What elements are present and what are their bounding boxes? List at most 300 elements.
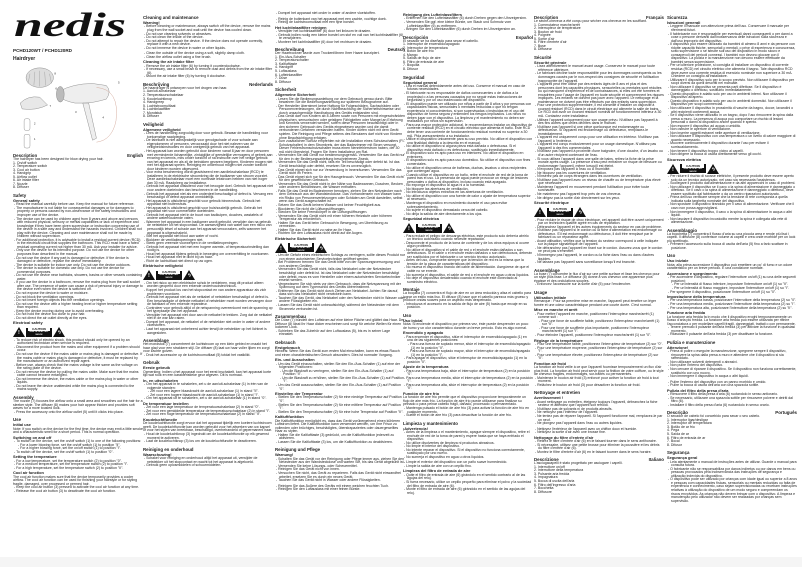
section-title: Descripción [403, 34, 429, 40]
subheading: Warning! [143, 20, 160, 25]
bullet-item: - Avant utilisation, vérifiez que la tension du secteur correspond à celle indiquée sur la plaque signalétique de l'appareil. [534, 240, 664, 247]
bullet-item: - Zet voor een lage temperatuur de temperatuurschakelaar (2) in stand "0". [143, 406, 273, 410]
bullet-item: - No limpie el interior del dispositivo. [403, 445, 533, 449]
subheading: Pulizia del filtro della presa d'aria [667, 387, 729, 393]
subheading: Seguridad eléctrica [403, 216, 439, 222]
bullet-item: - Before cleaning or maintenance, always switch off the device, remove the mains plug from the wall socket and wait until the device has cooled down. [143, 25, 273, 32]
sub-bullet-item: - Pour une force de soufflerie plus importante, positionnez l'interrupteur marche/arrêt (1) sur "I". [534, 327, 664, 334]
bullet-item: - Do not insert foreign objects into the ventilation openings. [13, 299, 143, 303]
numbered-item: 2. Interruptor de temperatura [403, 45, 448, 50]
warning-triangle-icon: ! [534, 207, 546, 217]
sub-bullet-item: - Zet voor een hogere blaaskracht de aan/uit-schakelaar (1) in stand "I". [143, 394, 273, 398]
bullet-item: - Verwenden Sie das Gerät nicht in der Nähe von Badewannen, Duschen, Becken oder anderen Behältnissen, die Wasser enthalten. [275, 183, 405, 190]
bullet-item: - Lees de handleiding zorgvuldig door voor gebruik. Bewaar de handleiding voor toekomstige raadpleging. [143, 132, 273, 139]
subheading: Avertissement ! [534, 395, 564, 401]
numbered-item: 2. Interruttore della temperatura [534, 468, 584, 473]
bullet-item: - Um das Gerät auszuschalten, stellen Sie den Ein-/Aus-Schalter (1) auf Position "0". [275, 384, 405, 391]
bullet-item: - The device is suitable for domestic use only. Do not use the device for commercial purposes. [13, 267, 143, 274]
bullet-item: - Press the accessory onto the airflow outlet (5) until it clicks into place. [13, 411, 143, 415]
numbered-item: 1. Aan/uit-schakelaar [143, 89, 176, 94]
bullet-item: - Voor extra bescherming wordt geadviseerd een aardlekschakelaar (RCD) te installeren in de elektrische stroomkring die de badkamer van stroom voorziet. Deze aardlekschakelaar moet een nominale lekstroom hebben van niet hoger dan 30 mA. Raadpleeg uw installateur. [143, 171, 273, 185]
bullet-item: - Para encender el dispositivo, sitúe el interruptor de encendido/apagado (1) en una de las siguientes posiciones: [403, 336, 533, 343]
subheading: Switching on and off [13, 434, 52, 440]
subheading: Elektrische Sicherheit [275, 235, 316, 241]
paragraph: La boquilla (7) concentra el flujo de aire en un área reducida y alisa el cabello para lograr un estilo más liso. El difusor (8) hace que el cabello parezca más grueso y produce ondas suaves para un aspecto más despeinado. [403, 291, 532, 303]
numbered-item: 4. Poignée [534, 33, 551, 38]
numbered-item: 8. Diffuseur [534, 47, 552, 52]
numbered-item: 5. Saída de ar [667, 432, 689, 437]
bullet-item: - No mueva el dispositivo tirando del cable de alimentación. Asegúrese de que el cable no se enrede. [403, 266, 533, 273]
subheading: Het luchtinlaatfilter reinigen [275, 24, 327, 30]
bullet-item: - Rilasciare il pulsante dell'aria fredda (3) per disattivare la funzione. [667, 333, 797, 337]
numbered-item: 6. Filtre d'entrée d'air [534, 40, 567, 45]
bullet-item: - No dirija la salida de aire directamente a los ojos. [403, 213, 533, 217]
bullet-item: - To switch on the device, set the on/off switch (1) to one of the following positions: [13, 440, 143, 444]
bullet-item: - Prima dell'uso verificare sempre che la tensione di rete corrisponda a quella indicata sulla targhetta nominale del dispositivo. [667, 196, 797, 203]
bullet-item: - Suelte el botón de aire frío (3) para desactivar la función de aire frío. [403, 414, 533, 418]
numbered-item: 2. Temperaturschalter [275, 58, 309, 63]
bullet-item: - Scollegare il prodotto dall'alimentazione e da altri apparecchi in caso di problemi. [667, 182, 797, 186]
bullet-item: - Release the cool air button (3) to deactivate the cool air function. [13, 490, 143, 494]
numbered-item: 3. Botón de aire frío [403, 49, 434, 54]
product-name: Hairdryer [13, 56, 36, 62]
bullet-item: - No exponga el dispositivo al agua ni a la humedad. [403, 184, 533, 188]
bullet-item: - Cuando utilice el dispositivo en un baño, retire el enchufe de red de la toma de pared tras el uso. La presencia de agua puede provocar un riesgo de lesiones personales o daños al dispositivo, incluso cuando está apagado. [403, 174, 533, 185]
caution-box [156, 271, 182, 280]
heading: Seguridad [403, 74, 425, 80]
numbered-item: 3. Botão de ar frio [667, 424, 695, 429]
subheading: De temperatuur instellen [143, 400, 189, 406]
numbered-item: 6. Filtro dell'ingresso d'aria [534, 482, 576, 487]
bullet-item: - Gebruik indien nodig een kleine borstel om stof en vuil van het luchtinlaatfilter (6) te verwijderen. [275, 34, 405, 41]
bullet-item: - Para reducir el peligro de descarga eléctrica, este producto solo debería abrirlo un técnico autorizado cuando necesite reparación. [403, 235, 533, 242]
bullet-item: - Verwijder het apparaat niet door aan de netkabel te trekken. Zorg dat de netkabel niet in de war kan raken. [143, 314, 273, 321]
bullet-item: - Um das Gerät einzuschalten, stellen Sie den Ein-/Aus-Schalter (1) auf eine der folgenden Positionen: [275, 363, 405, 370]
subheading: Kaltluftfunktion [275, 414, 304, 420]
numbered-item: 1. On/off switch [13, 160, 38, 165]
bullet-item: - N'utilisez pas l'appareil si une pièce quelconque est endommagée ou défectueuse. Si l'appareil est endommagé ou défectueux, remplacez-le immédiatement. [534, 126, 664, 137]
bullet-item: - Si vous utilisez l'appareil dans une salle de bains, retirez la fiche de la prise murale après usage. La présence d'eau peut entraîner un risque de blessure ou endommager l'appareil, même lorsqu'il est éteint. [534, 158, 664, 169]
electric-shock-triangle-icon: ϟ [183, 270, 195, 280]
bullet-item: - Reinigen Sie das Gerät nicht von innen. [275, 468, 405, 472]
language-label: Deutsch [387, 47, 405, 53]
electric-shock-triangle-icon: ϟ [315, 243, 327, 253]
column-4 [403, 12, 533, 495]
bullet-item: - Do not expose the device to water or moisture. [13, 292, 143, 296]
numbered-item: 4. Mango [403, 52, 418, 57]
subheading: Encendido y apagado [403, 330, 444, 336]
bullet-item: - For a medium temperature, set the temperature switch (2) to position "I". [13, 463, 143, 467]
paragraph: Note: If you switch on the device for the first time, the device may emit a little smoke and a characteristic smell for a short period. This is normal operation. [13, 426, 143, 435]
bullet-item: - Clean the outside of the device using a soft, slightly damp cloth. [143, 52, 273, 56]
paragraph: Het mondstuk (7) concentreert de luchtstroom op een klein gebied en maakt het haar glad voor een strakkere stijl. De diffuser (8) laat uw haar voller lijken en zorgt voor zachte golven. [143, 342, 270, 354]
heading: Cleaning and maintenance [143, 15, 199, 20]
numbered-item: 6. Air intake filter [13, 178, 39, 183]
bullet-item: - No utilice el dispositivo si alguna pieza está dañada o defectuosa. Si el dispositivo está dañado o es defectuoso, sustitúyalo inmediatamente. [403, 145, 533, 152]
caution-box [416, 224, 442, 233]
bullet-item: - Monte el filtro de entrada de aire (6) girándolo en el sentido de las agujas del reloj. [403, 488, 533, 495]
bullet-item: - No utilice el dispositivo cerca de bañeras, duchas, lavabos u otros recipientes que contengan agua. [403, 167, 533, 174]
bullet-item: - Clean the airflow outlet using a fine brush. [143, 56, 273, 60]
bullet-item: - N'immergez pas l'appareil, le cordon ou la fiche dans l'eau ou dans d'autres liquides. [534, 254, 664, 261]
sub-bullet-item: - Per un'intensità di flusso inferiore, impostare l'interruttore on/off (1) su "II". [667, 283, 797, 287]
bullet-item: - El dispositivo solo es apto para uso en interiores. No utilice el dispositivo en exteriores. [403, 152, 533, 159]
paragraph: La fonction air froid veille à ce que l'appareil fournisse temporairement un flux d'air plus froid. La fonction air froid peut servir pour la finition de votre coiffure, ou le style de cheveux fragiles, endommagés, sur-traités ou permanentés. [534, 365, 664, 377]
bullet-item: - Om het apparaat in te schakelen, zet u de aan/uit-schakelaar (1) in één van de volgende standen: [143, 383, 273, 390]
bullet-item: - Non immergere il dispositivo in acqua o altri liquidi. [667, 375, 797, 379]
paragraph: Opmerking: Indien u het apparaat voor het eerst inschakelt, kan het apparaat korte tijd wat rook en een karakteristieke geur afgeven. Dit is normaal. [143, 369, 272, 378]
bullet-item: - Controleer voor gebruik altijd of de netspanning overeenkomt met de spanning op het typeplaatje van het apparaat. [143, 307, 273, 314]
bullet-item: - L'appareil est uniquement conçu pour une utilisation en intérieur. N'utilisez pas l'appareil à l'extérieur. [534, 136, 664, 143]
bullet-item: - Montez le filtre d'entrée d'air (6) en le faisant tourner dans le sens horaire. [534, 451, 664, 455]
caution-warning-label [13, 327, 143, 338]
bullet-item: - Do not hold the device too close to your hair. [13, 313, 143, 317]
bullet-item: - Before use, always check that the mains voltage is the same as the voltage on the rating plate of the device. [13, 364, 143, 371]
bullet-item: - Ne dirigez pas la sortie d'air directement sur les yeux. [534, 197, 664, 201]
heading: Assembly [13, 394, 34, 400]
callout-7: 7 [49, 103, 52, 108]
bullet-item: - Houd het apparaat niet te dicht bij uw haar. [143, 256, 273, 260]
sub-bullet-item: - For a higher blowing force, set the on/off switch (1) to position "I". [13, 447, 143, 451]
bullet-item: - Entfernen Sie den Lufteinlassfilter (6) durch Drehen gegen den Uhrzeigersinn. [403, 17, 533, 21]
numbered-item: 7. Buse [534, 43, 546, 48]
caution-title: CAUTION [549, 207, 571, 211]
callout-5: 5 [117, 80, 120, 85]
bullet-item: - Quite el filtro de entrada de aire (6) girándolo en el sentido contrario al de las agujas del reloj. [403, 474, 533, 481]
switch-detail-illustration [24, 119, 30, 148]
subheading: Erstgebrauch [275, 344, 301, 350]
bullet-item: - Si fuera necesario, utilice un cepillo pequeño para eliminar el polvo y la suciedad del filtro de entrada de aire (6). [403, 481, 533, 488]
heading: Sicherheit [275, 87, 297, 93]
bullet-item: - Bei Problemen trennen Sie das Gerät bitte von der Spannungsversorgung und von anderen Geräten. [275, 261, 405, 268]
bullet-item: - Verwenden Sie ggf. eine kleine Bürste, um Staub und Schmutz vom Lufteinlassfilter (6) zu entfernen. [403, 21, 533, 28]
language-label: English [127, 153, 143, 158]
sub-bullet-item: - Um die Blaskraft zu erhöhen, stellen Sie den Ein-/Aus-Schalter (1) auf Position "I". [275, 377, 405, 384]
bullet-item: - Laat het apparaat niet onbeheerd achter terwijl de netstekker op het lichtnet is aangesloten. [143, 328, 273, 335]
diffuser-illustration [26, 68, 53, 88]
bullet-item: - El dispositivo solo es apto para uso doméstico. No utilice el dispositivo con fines comerciales. [403, 159, 533, 166]
bullet-item: - Ne débranchez pas l'appareil en tirant sur le cordon. Assurez-vous que le cordon ne peut pas s'emmêler. [534, 247, 664, 254]
bullet-item: - Retirez le filtre d'entrée d'air (6) en le faisant tourner dans le sens antihoraire. [534, 440, 664, 444]
subheading: Sicurezza elettrica [667, 156, 701, 162]
bullet-item: - Ne bloquez pas les ouvertures de ventilation. [534, 172, 664, 176]
callout-2: 2 [33, 121, 36, 126]
bullet-item: - Per spegnere il dispositivo, posizionare l'interruttore on/off (1) su "0". [667, 291, 797, 295]
language-label: Français [645, 15, 664, 20]
heading: Assemblaggio [667, 227, 698, 233]
numbered-item: 4. Handgriff [275, 65, 294, 70]
heading: Sécurité [534, 54, 552, 60]
bullet-item: - No utilice disolventes de limpieza ni productos abrasivos. [403, 442, 533, 446]
bullet-item: - The manufacturer is not liable for consequential damages or for damages to property or persons caused by non-observance of the safety instructions and improper use of the device. [13, 207, 143, 218]
bullet-item: - Do not use the device if any part is damaged or defective. If the device is damaged or defective, replace the device immediately. [13, 257, 143, 264]
subheading: Funzione aria fredda [667, 310, 706, 316]
section-title: Beschreibung [275, 47, 305, 53]
caution-warning-label [275, 242, 405, 253]
bullet-item: - L'appareil peut être utilisé par des enfants âgés de 8 ans et plus et des personnes dont les capacités physiques, sensorielles ou mentales sont réduites ou qui manquent d'expérience et de connaissances, si elles ont été formées et encadrées pour l'usage de l'appareil en toute sécurité et comprennent les risques impliqués. Les enfants ne doivent pas jouer avec l'appareil. Le nettoyage et la maintenance ne doivent pas être effectués par des enfants sans supervision. [534, 83, 664, 104]
subheading: Allgemeine Sicherheit [275, 92, 316, 98]
paragraph: Der Haartrockner wurde zum Trockenföhnen Ihrer Haare konzipiert. [275, 51, 380, 56]
bullet-item: - Limpie el exterior del dispositivo con un paño suave humedecido. [403, 461, 533, 465]
subheading: Reinigung des Lufteinlassfilters [403, 12, 463, 17]
bullet-item: - If you use the device in a bathroom, remove the mains plug from the wall socket after use. The presence of water can cause a risk of personal injury or damage to the device even when the device is switched off. [13, 281, 143, 292]
bullet-item: - Limpie la salida de aire con un cepillo fino. [403, 465, 533, 469]
numbered-item: 5. Salida de flujo de aire [403, 56, 441, 61]
paragraph: La función de aire frío permite que el dispositivo proporcione temporalmente un flujo de aire más frío. La función de aire frío puede utilizarse para finalizar su peinado o para peinar cabello frágil, dañado, procesado o permanentado. [403, 395, 526, 407]
sub-bullet-item: - For a lower blowing force, set the on/off switch (1) to position "II". [13, 444, 143, 448]
bullet-item: - Ne laissez pas l'appareil sans surveillance lorsqu'il est branché. [534, 261, 664, 265]
bullet-item: - N'insérez pas de corps étrangers dans les ouvertures de ventilation. [534, 175, 664, 179]
bullet-item: - Verwijder het luchtinlaatfilter (6) door het linksom te draaien. [275, 30, 405, 34]
bullet-item: - Utilisez l'appareil uniquement pour son usage prévu. N'utilisez pas l'appareil à des fins autres que celles décrites dans le manuel. [534, 119, 664, 126]
bullet-item: - Mantenga pulsado el botón de aire frío (3) para activar la función de aire frío en cualquier momento. [403, 407, 533, 414]
bullet-item: - N'utilisez pas l'appareil si le cordon ou la fiche d'alimentation est endommagé ou défectueux. S'il est endommagé ou défectueux, il doit être remplacé par le fabricant ou un réparateur agréé. [534, 229, 664, 240]
subheading: Warnung! [275, 452, 294, 458]
callout-6: 6 [55, 86, 58, 91]
bullet-item: - L'appareil est conçu exclusivement pour un usage domestique. N'utilisez pas l'appareil à des fins commerciales. [534, 143, 664, 150]
bullet-item: - No sujete el dispositivo demasiado cerca del cabello. [403, 209, 533, 213]
bullet-item: - Remove the air intake filter (6) by turning it counterclockwise. [143, 65, 273, 69]
caution-title: CAUTION [682, 164, 704, 168]
paragraph: Le sèche-cheveux a été conçu pour sécher vos cheveux en les soufflant. [534, 19, 647, 23]
paragraph: De koudeluchtfunctie zorgt ervoor dat het apparaat tijdelijk een koelere luchtstroom geeft. De koudeluchtfunctie kan worden gebruikt voor het afwerken van uw kapsel of voor het stylen van breekbaar, beschadigd, overbehandeld of gepermanent haar. [143, 421, 273, 433]
numbered-item: 1. Interruttore on/off [534, 464, 565, 469]
bullet-item: - Do not leave the device unattended while the mains plug is connected to the mains supply. [13, 385, 143, 392]
bullet-item: - Non inserire oggetti estranei nelle aperture di ventilazione. [667, 132, 797, 136]
bullet-item: - Introduzca el accesorio en la salida de flujo de aire (5) hasta que encaje en su posición. [403, 303, 533, 310]
bullet-item: - Se necessario, utilizzare una spazzola sottile per rimuovere polvere e detriti dal filtro (6). [667, 397, 797, 404]
section-title: Descrição [667, 410, 688, 416]
numbered-item: 4. Pega [667, 428, 680, 433]
subheading: ¡Advertencia! [403, 425, 428, 431]
bullet-item: - Lisez attentivement le manuel avant usage. Conservez le manuel pour toute référence ultérieure. [534, 65, 664, 72]
bullet-item: - No introduzca objetos extraños en las aberturas de ventilación. [403, 191, 533, 195]
bullet-item: - N'utilisez pas l'appareil avec un niveau de chauffe ou de température plus élevé que nécessaire. [534, 179, 664, 186]
bullet-item: - Ne maintenez pas l'appareil trop près de vos cheveux. [534, 193, 664, 197]
bullet-item: - Houd het apparaat tijdens gebruik in beweging om oververhitting te voorkomen. [143, 253, 273, 257]
bullet-item: - Gebruik het apparaat niet in de buurt van badkuipen, douches, wastafels of andere waterhoudende vaten. [143, 214, 273, 221]
bullet-item: - Stel het apparaat niet bloot aan water of vocht. [143, 235, 273, 239]
sub-bullet-item: - Pour une force de soufflerie faible, positionnez l'interrupteur marche/arrêt (1) sur "II". [534, 320, 664, 327]
numbered-item: 8. Diffuser [13, 185, 29, 190]
bullet-item: - Das Gerät eignet sich nur für den Hausgebrauch. Verwenden Sie das Gerät nicht für den gewerblichen Gebrauch. [275, 176, 405, 183]
bullet-item: - Druk het accessoire op de luchtstroomuitlaat (5) totdat het vastklikt. [143, 354, 273, 358]
caution-warning-label [667, 163, 797, 174]
bullet-item: - Zet voor een gemiddelde temperatuur de temperatuurschakelaar (2) in stand "I". [143, 410, 273, 414]
bullet-item: - The device is suitable for indoor use only. Do not use the device outdoors. [13, 264, 143, 268]
bullet-item: - Om het apparaat uit te schakelen, zet u de aan/uit-schakelaar (1) in stand "0". [143, 397, 273, 401]
caution-subtitle: RISK OF ELECTRIC SHOCK [419, 227, 439, 233]
subheading: Waarschuwing! [143, 451, 172, 457]
subheading: Nettoyage du filtre d'entrée d'air [534, 434, 594, 440]
subheading: Cool air function [13, 470, 44, 476]
bullet-item: - Gebruik het apparaat niet als een onderdeel beschadigd of defect is. Vervang een beschadigd of defect apparaat onmiddellijk. [143, 193, 273, 200]
numbered-item: 2. Interrupteur de température [534, 26, 581, 31]
bullet-item: - No sumerja el dispositivo en agua u otros líquidos. [403, 456, 533, 460]
bullet-item: - Pour une protection supplémentaire, il est conseillé d'installer un dispositif à courant résiduel (RCD) dans le circuit électrique qui alimente la salle de bains. Ce RCD doit avoir un courant résiduel nominal de fonctionnement inférieur à 30 mA. Contactez votre installateur. [534, 104, 664, 118]
bullet-item: - Halten Sie das Gerät nicht zu nahe an Ihr Haar. [275, 229, 405, 233]
bullet-item: - Verwenden Sie das Gerät nicht, falls das Netzkabel oder der Netzstecker beschädigt oder defekt ist. Ist das Netzkabel oder der Netzstecker beschädigt oder defekt, muss es vom Hersteller oder einem autorisierten Servicetechniker ersetzt werden. [275, 268, 405, 282]
bullet-item: - Het apparaat is uitsluitend geschikt voor gebruik binnenshuis. Gebruik het apparaat niet buitenshuis. [143, 200, 273, 207]
numbered-item: 6. Filtro de entrada de ar [667, 435, 706, 440]
warning-triangle-icon: ! [13, 327, 25, 337]
numbered-item: 7. Bocchetta [534, 486, 554, 491]
bullet-item: - Premere l'accessorio sulla bocca di uscita dell'aria (5) fino a farlo scattare in posizione. [667, 243, 797, 250]
bullet-item: - Gebruik geen oplosmiddelen of schuurmiddelen. [143, 464, 273, 468]
bullet-item: - Reinigen Sie den Luftauslass mit einer feinen Bürste. [275, 488, 405, 492]
bullet-item: - De fabrikant is niet aansprakelijk voor gevolgschade of voor schade aan eigendommen of personen, veroorzaakt door het niet naleven van de veiligheidsinstructies en door oneigenlijk gebruik van het apparaat. [143, 139, 273, 150]
bullet-item: - Reinig de buitenkant van het apparaat met een zachte, vochtige doek. [275, 18, 405, 22]
paragraph: Remarque : Pour sa première mise en marche, l'appareil peut émettre un léger fumée et une odeur caractéristique pendant une courte durée. C'est normal. [534, 299, 657, 307]
subheading: Uso iniziale [667, 258, 689, 264]
bullet-item: - Non ostruire le aperture di ventilazione. [667, 128, 797, 132]
bullet-item: - Ne plongez pas l'appareil dans l'eau ou autres liquides. [534, 422, 664, 426]
bullet-item: - Enfoncez l'accessoire sur la sortie d'air (5) pour l'enclencher. [534, 283, 664, 287]
bullet-item: - No intente reparar el dispositivo. Si el dispositivo no funciona correctamente, sustitúyalo por uno nuevo. [403, 449, 533, 456]
bullet-item: - Nettoyez la sortie d'air avec une brosse fine. [534, 431, 664, 435]
column-6 [667, 12, 797, 503]
bullet-item: - Per accendere il dispositivo, regolare l'interruttore on/off (1) su una delle seguenti posizioni: [667, 276, 797, 283]
bullet-item: - Bringen Sie den Lufteinlassfilter (6) durch Drehen im Uhrzeigersinn an. [403, 28, 533, 32]
bullet-item: - Halten Sie die Kaltlufttaste (3) gedrückt, um die Kaltluftfunktion jederzeit zu aktivieren. [275, 434, 405, 441]
bullet-item: - Le fabricant décline toute responsabilité pour les dommages conséquents ou les dommages causés par le non-respect des consignes de sécurité et l'utilisation inappropriée de l'appareil. [534, 72, 664, 83]
numbered-item: 1. Interruptor ligar/desligar [667, 417, 708, 422]
bullet-item: - Per una temperatura bassa, posizionare l'interruttore della temperatura (2) su "0". [667, 299, 797, 303]
bullet-item: - N'utilisez pas l'appareil à proximité d'une baignoire, d'une douche, d'un lavabo ou d'un autre récipient contenant de l'eau. [534, 150, 664, 157]
section-title: Description [534, 15, 559, 20]
bullet-item: - To switch off the device, set the on/off switch (1) to position "0". [13, 451, 143, 455]
bullet-item: - Installare il filtro della presa d'aria (6) ruotandolo in senso orario. [667, 404, 797, 408]
subheading: Ein- und Ausschalten [275, 357, 315, 363]
heading: Veiligheid [143, 121, 164, 127]
bullet-item: - Versuchen Sie nicht, das Gerät zu reparieren. Falls das Gerät nicht einwandfrei arbeitet, ersetzen Sie es durch ein neues Gerät. [275, 472, 405, 479]
bullet-item: - Gebruik het apparaat niet als de netkabel of netstekker beschadigd of defect is. Een beschadigde of defecte netkabel of netstekker moet worden vervangen door de fabrikant of een erkende reparateur. [143, 296, 273, 307]
numbered-item: 5. Sortie d'air [534, 36, 555, 41]
heading: Zusammenbau [275, 314, 306, 320]
bullet-item: - Antes de la limpieza o el mantenimiento, apague siempre el dispositivo, retire el enchufe de red de la toma de pared y espere hasta que se haya enfriado el dispositivo. [403, 431, 533, 442]
bullet-item: - Para una temperatura alta, sitúe el interruptor de temperatura (2) en la posición "II". [403, 384, 533, 391]
numbered-item: 5. Airflow outlet [13, 174, 37, 179]
caution-subtitle: RISK OF ELECTRIC SHOCK [291, 246, 311, 252]
bullet-item: - El dispositivo puede ser utilizado por niños a partir de 8 años y por personas con capacidades físicas, sensoriales o mentales reducidas o que no tengan experiencia ni conocimientos, si son supervisadas o instruidas en el uso del dispositivo de forma segura y entienden los riesgos implicados. Los niños no deben jugar con el dispositivo. La limpieza y el mantenimiento no deben ser realizados por niños sin supervisión. [403, 103, 533, 124]
subheading: Algemene veiligheid [143, 126, 181, 132]
heading: Uso [403, 312, 412, 318]
bullet-item: - Desconecte el producto de la toma de corriente y de los otros equipos si ocurre algún problema. [403, 242, 533, 249]
bullet-item: - Leggere il manuale con attenzione prima dell'uso. Conservare il manuale per riferimenti futuri. [667, 25, 797, 32]
bullet-item: - Lesen Sie die Bedienungsanleitung vor dem Gebrauch genau durch. Bitte bewahren Sie die Bedienungsanleitung zur späteren Bezugnahme auf. [275, 98, 405, 105]
subheading: Réglage de la température [534, 337, 583, 343]
bullet-item: - Nettoyez l'extérieur de l'appareil avec un chiffon doux et humide. [534, 428, 664, 432]
heading: Assemblage [143, 338, 169, 344]
numbered-item: 5. Bocca di uscita dell'aria [534, 479, 575, 484]
bullet-item: - Mantenga el dispositivo en movimiento durante el uso para evitar sobrecalentamiento. [403, 202, 533, 209]
subheading: Electrical safety [13, 320, 43, 326]
hairdryer-illustration [56, 84, 116, 143]
bullet-item: - Non spostare il dispositivo tirandolo per il cavo di alimentazione. Verificare che il cavo non possa aggrovigliarsi. [667, 203, 797, 210]
subheading: Cleaning the air intake filter [143, 59, 195, 65]
bullet-item: - O dispositivo pode ser utilizado por crianças com idade igual ou superior a 8 anos e pessoas com capacidades físicas, sensoriais ou mentais reduzidas ou falta de experiência e conhecimento, caso sejam supervisionadas ou recebam instruções relativas à utilização do dispositivo de um modo seguro e compreendam os riscos envolvidos. As crianças não devem brincar com o dispositivo. A limpeza e manutenção pelo utilizador não devem ser realizadas por crianças sem supervisão. [667, 478, 797, 503]
numbered-item: 3. Pulsante aria fredda [534, 471, 570, 476]
bullet-item: - Maintenez le bouton air froid (3) enfoncé pour activer la fonction air froid à tout moment. [534, 377, 664, 384]
paragraph: Nota: Si enciende el dispositivo por primera vez, éste puede desprender un poco de humo y un olor característico durante un breve período. Esto es algo normal. [403, 322, 529, 330]
numbered-item: 8. Difusor [403, 66, 418, 71]
bullet-item: - Das Gerät eignet sich nur zur Verwendung in Innenräumen. Verwenden Sie das Gerät nicht im Freien. [275, 169, 405, 176]
caution-warning-label [534, 207, 664, 218]
numbered-item: 3. Bouton air froid [534, 29, 562, 34]
electric-shock-triangle-icon: ϟ [443, 223, 455, 233]
heading: Nettoyage et entretien [534, 390, 581, 396]
bullet-item: - Richt de luchtuitlaat niet direct op uw ogen. [143, 260, 273, 264]
bullet-item: - Non tenere il dispositivo troppo vicino ai capelli. [667, 150, 797, 154]
caution-box [547, 208, 573, 217]
bullet-item: - Questo dispositivo è adatto solo per uso in ambienti interni. Non utilizzare il dispositivo all'aperto. [667, 93, 797, 100]
bullet-item: - No sumerja el dispositivo, el cable de red o el enchufe en agua u otros líquidos. [403, 274, 533, 278]
numbered-item: 7. Düse [275, 76, 288, 81]
heading: Segurança [667, 450, 690, 456]
caution-subtitle: RISK OF ELECTRIC SHOCK [683, 167, 703, 173]
bullet-item: - Dompel het apparaat niet onder in water of andere vloeistoffen. [275, 12, 405, 16]
numbered-item: 1. Interruptor de encendido/apagado [403, 42, 460, 47]
bullet-item: - Blokkeer de ventilatieopeningen niet. [143, 239, 273, 243]
bullet-item: - Only use the device for its intended purpose. Do not use the device for other purposes than described in the manual. [13, 249, 143, 256]
language-label: Português [775, 410, 797, 416]
bullet-item: - Per una temperatura media, posizionare l'interruttore della temperatura (2) su "I". [667, 303, 797, 307]
electric-shock-triangle-icon: ϟ [707, 164, 719, 174]
bullet-item: - N'utilisez pas de solvants ni de produits abrasifs. [534, 408, 664, 412]
bullet-item: - Het apparaat kan worden gebruikt door kinderen vanaf 8 jaar en door personen met verminderde lichamelijke, zintuiglijke of geestelijke vermogens of gebrek aan ervaring en kennis, mits onder toezicht of na instructie over het veilige gebruik van het apparaat en als zij de betrokken gevaren begrijpen. Kinderen mogen niet met het apparaat spelen. Reiniging en onderhoud mogen niet zonder toezicht door kinderen worden uitgevoerd. [143, 150, 273, 171]
bullet-item: - Keep the device moving during use to avoid overheating. [13, 310, 143, 314]
bullet-item: - Schieben Sie das Zubehör auf den Luftauslass (5), bis es in seiner Lage einrastet. [275, 330, 405, 337]
caution-warning-label [143, 270, 273, 281]
bullet-item: - To reduce risk of electric shock, this product should only be opened by an authorized technician when service is required. [13, 339, 143, 346]
paragraph: La buse (7) concentre le flux d'air sur une petite surface et lisse les cheveux pour un style plus lisse. Le diffuseur (8) donne à vos cheveux une apparence plus épaisse et des ondulations souples. [534, 271, 660, 283]
bullet-item: - O fabricante não se responsabiliza por danos indiretos ou por danos em bens ou pessoas provocados pela inobservância das instruções de segurança e utilização indevida do dispositivo. [667, 468, 797, 479]
bullet-item: - Tauchen Sie das Gerät, das Netzkabel oder den Netzstecker nicht in Wasser oder andere Flüssigkeiten ein. [275, 297, 405, 304]
bullet-item: - Utilice el dispositivo únicamente para su uso previsto. No utilice el dispositivo con una finalidad distinta a la descrita en el manual. [403, 138, 533, 145]
bullet-item: - Disconnect the product from the mains and other equipment if a problem should occur. [13, 346, 143, 353]
paragraph: Hinweis: Wenn Sie das Gerät zum ersten Mal einschalten, kann es etwas Rauch und einen charakteristischen Geruch absondern. Dies ist normaler Vorgang. [275, 349, 400, 357]
paragraph: The hairdryer has been designed for blow drying your hair. [13, 157, 104, 161]
bullet-item: - Maintenez l'appareil en mouvement pendant l'utilisation pour éviter toute surchauffe. [534, 186, 664, 193]
bullet-item: - Non utilizzare il dispositivo se presenta parti difettose. Se il dispositivo è danneggiato o difettoso, sostituirlo immediatamente. [667, 86, 797, 93]
paragraph: La bocchetta (7) concentra il flusso d'aria su una piccola area e rende più lisci i capelli. Il diffusore (8) conferisce volume ai capelli e crea onde morbide per un look più spettinato. [667, 231, 796, 243]
bullet-item: - Relâchez le bouton air froid (3) pour désactiver la fonction air froid. [534, 384, 664, 388]
bullet-item: - Stellen Sie den Temperaturschalter (2) für eine hohe Temperatur auf Position "II". [275, 411, 405, 415]
column-3 [275, 12, 405, 492]
subheading: Fonction air froid [534, 360, 566, 366]
heading: Sicurezza [667, 15, 688, 20]
numbered-item: 5. Luftauslass [275, 68, 297, 73]
bullet-item: - Non esporre il dispositivo ad acqua o umidità. [667, 125, 797, 129]
caution-box [26, 328, 52, 337]
warning-triangle-icon: ! [143, 270, 155, 280]
bullet-item: - Lassen Sie das Gerät nicht unbeaufsichtigt, während der Netzstecker mit dem Stromnetz verbunden ist. [275, 304, 405, 311]
bullet-item: - Do not block the ventilation openings. [13, 296, 143, 300]
caution-title: CAUTION [158, 270, 180, 274]
heading: Limpieza y mantenimiento [403, 420, 458, 426]
section-title: Beschrijving [143, 81, 170, 87]
bullet-item: - Gebruik het apparaat niet met een hogere warmte- of temperatuurinstelling dan nodig is. [143, 246, 273, 253]
numbered-item: 4. Handgrip [13, 171, 32, 176]
bullet-item: - Pour une température moyenne, positionnez l'interrupteur de température (2) sur "I". [534, 347, 664, 354]
subheading: Sécurité générale [534, 59, 567, 65]
numbered-item: 7. Mondstuk [143, 110, 163, 115]
sub-bullet-item: - Para una fuerza de soplado menor, sitúe el interruptor de encendido/apagado (1) en la posición "II". [403, 343, 533, 350]
bullet-item: - Steek geen vreemde voorwerpen in de ventilatieopeningen. [143, 242, 273, 246]
subheading: Elektrische veiligheid [143, 263, 183, 269]
bullet-item: - Non utilizzare il dispositivo se il cavo o la spina di alimentazione è danneggiato o difettoso. Se il cavo o la spina di alimentazione è danneggiato o difettoso, deve essere sostituito dal fabbricante o da un centro riparazioni autorizzato. [667, 186, 797, 197]
bullet-item: - Stellen Sie den Temperaturschalter (2) für eine niedrige Temperatur auf Position "0". [275, 396, 405, 403]
